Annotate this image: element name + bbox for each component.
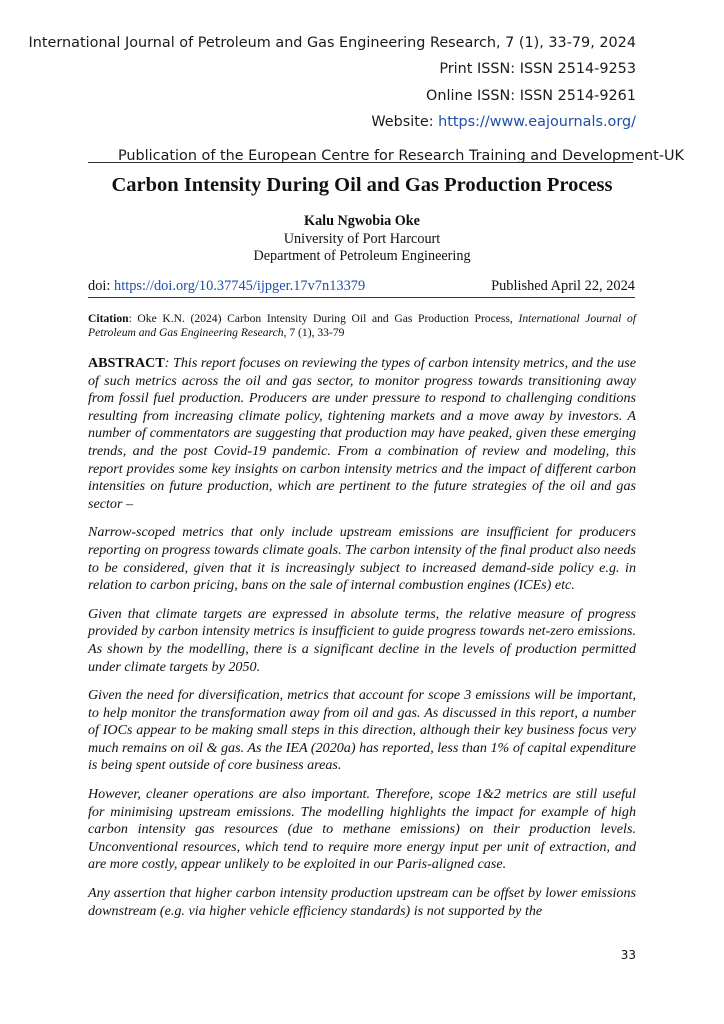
body-paragraph: Given that climate targets are expressed in absolute terms, the relative measure of progress provided by carbon intensity metrics is insufficient to guide progress towards net-zero emissions. As shown by the modelling, there is a significant decline in the levels of production permitted under climate targets by 2050. [88,605,636,675]
doi-row [88,278,635,295]
paper-title: Carbon Intensity During Oil and Gas Production Process [111,174,613,196]
journal-header [29,30,636,135]
page-number: 33 [620,948,636,962]
citation-label: Citation [88,312,129,325]
author-affiliation: University of Port Harcourt [283,230,441,247]
doi-link[interactable]: https://doi.org/10.37745/ijpger.17v7n13379 [114,278,366,294]
doi-divider [88,297,635,298]
website-label: Website: [371,113,439,130]
author-block [0,213,724,266]
citation-journal: International Journal of Petroleum and Gas Engineering Research [88,312,636,339]
body-paragraph: However, cleaner operations are also important. Therefore, scope 1&2 metrics are still useful for minimising upstream emissions. The modelling highlights the impact for example of high carbon intensity gas resources (due to methane emissions) on their production levels. Unconventional resources, which tend to require more energy input per unit of extraction, and are more costly, appear unlikely to be exploited in our Paris-aligned case. [88,786,636,873]
website-link[interactable]: https://www.eajournals.org/ [438,113,636,130]
website-line [29,109,636,135]
print-issn: Print ISSN: ISSN 2514-9253 [439,61,636,78]
online-issn: Online ISSN: ISSN 2514-9261 [426,87,636,104]
abstract-heading: ABSTRACT [88,355,165,371]
journal-citation-line: International Journal of Petroleum and Gas Engineering Research, 7 (1), 33-79, 2024 [28,35,636,51]
author-department: Department of Petroleum Engineering [253,248,471,264]
body-paragraph: Narrow-scoped metrics that only include upstream emissions are insufficient for producers reporting on progress towards climate goals. The carbon intensity of the final product also needs to be considered, given that it is increasingly subject to increased demand-side policy e.g. in relation to carbon pricing, bans on the sale of internal combustion engines (ICEs) etc. [88,524,636,594]
doi-label: doi: [88,278,114,294]
abstract-body [88,355,636,931]
publisher-line: Publication of the European Centre for Research Training and Development-UK [118,148,684,164]
body-paragraph: Any assertion that higher carbon intensity production upstream can be offset by lower emissions downstream (e.g. via higher vehicle efficiency standards) is not supported by the [88,885,636,919]
abstract-paragraph [88,355,636,513]
abstract-paragraph-text: : This report focuses on reviewing the types of carbon intensity metrics, and the use of such metrics across the oil and gas sector, to monitor progress towards transitioning away from fossil fuel production. Producers are under pressure to respond to challenging conditions resulting from increasing climate policy, tightening markets and a move away by investors. A number of commentators are suggesting that production may have peaked, given these emerging trends, and the post Covid-19 pandemic. From a combination of review and modeling, this report provides some key insights on carbon intensity metrics and the impact of different carbon intensities on future production, which are pertinent to the future strategies of the oil and gas sector – [88,355,636,512]
published-date: Published April 22, 2024 [491,278,635,294]
author-name: Kalu Ngwobia Oke [304,213,420,229]
citation-text-after: , 7 (1), 33-79 [283,326,345,339]
citation-text-before: : Oke K.N. (2024) Carbon Intensity During Oil and Gas Production Process, [128,312,519,325]
header-divider [88,162,633,163]
citation [88,312,636,340]
body-paragraph: Given the need for diversification, metrics that account for scope 3 emissions will be important, to help monitor the transformation away from oil and gas. As discussed in this report, a number of IOCs appear to be making small steps in this direction, although their key business focus very much remains on oil & gas. As the IEA (2020a) has reported, less than 1% of capital expenditure is being spent outside of core business areas. [88,687,636,774]
